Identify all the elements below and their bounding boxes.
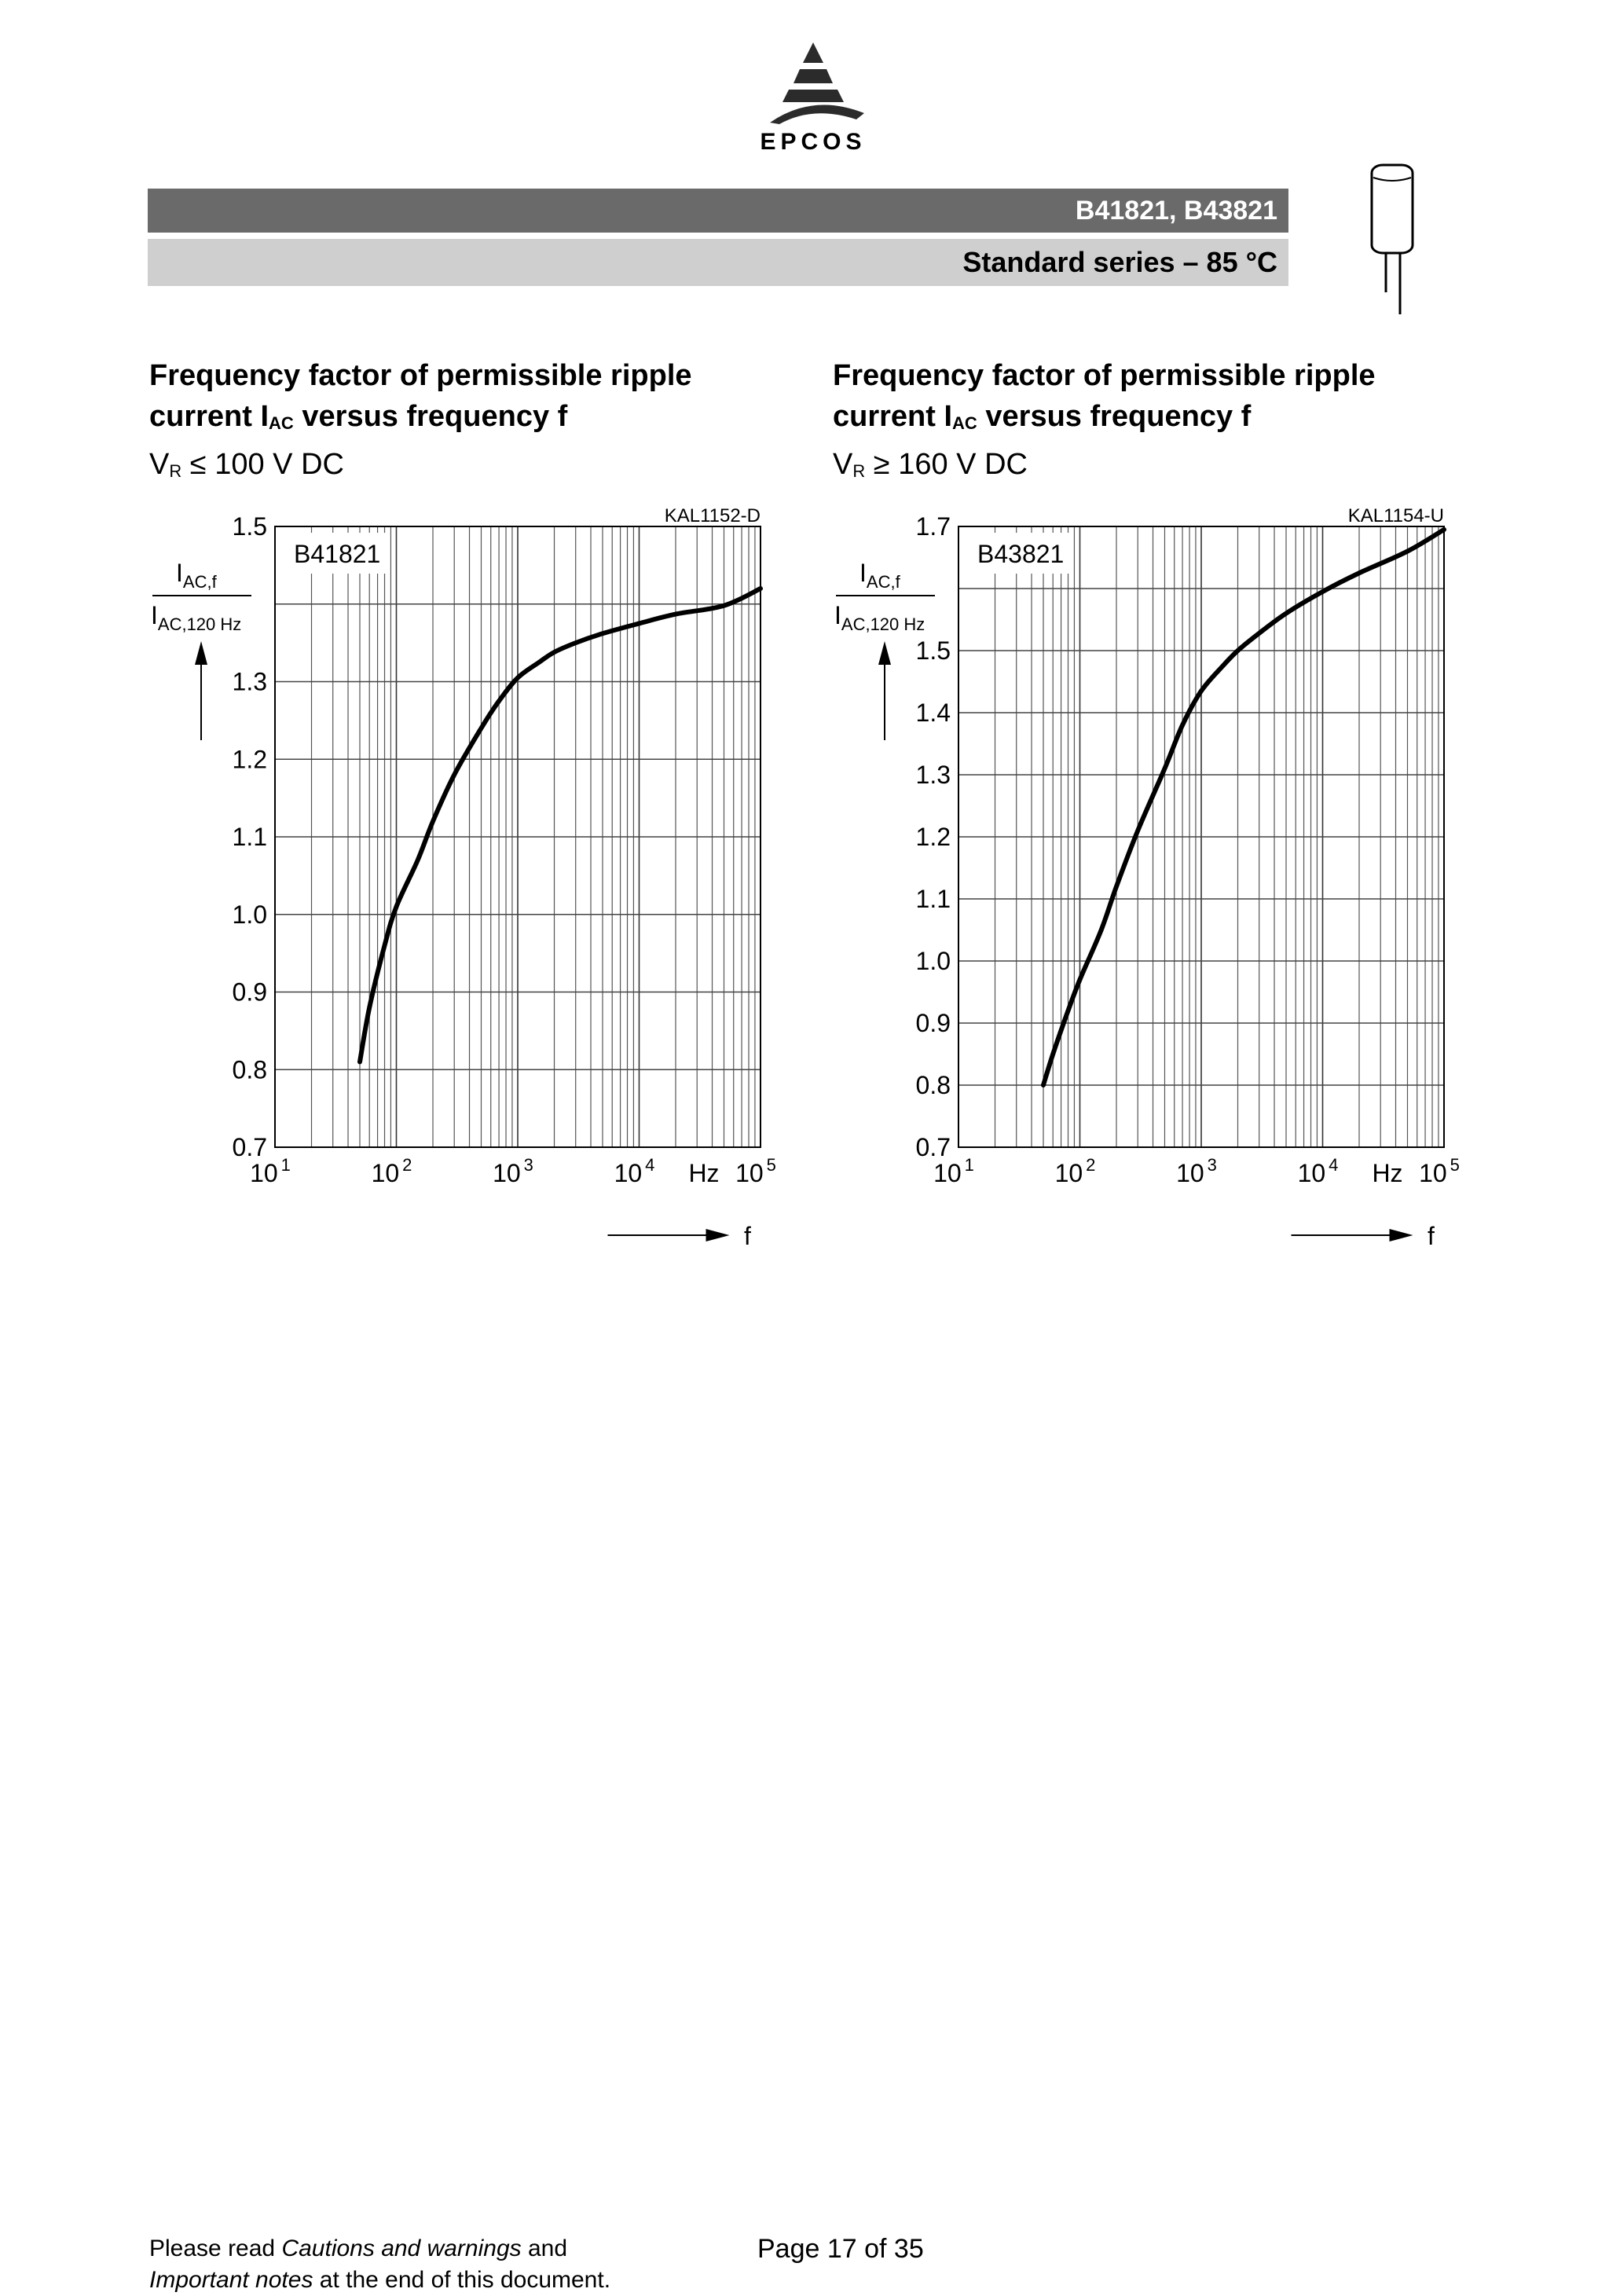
part-number-bar: B41821, B43821 (148, 189, 1288, 233)
y-tick-label: 1.1 (233, 823, 267, 851)
chart-code: KAL1152-D (665, 505, 761, 526)
x-axis-arrow-head (1390, 1229, 1413, 1242)
x-tick-label: 10 $^3$ (493, 1155, 533, 1187)
y-tick-label: 0.9 (233, 978, 267, 1007)
x-tick-label: 10 $^5$ (1419, 1155, 1460, 1187)
x-unit-label: Hz (688, 1159, 719, 1187)
brand-name: EPCOS (739, 129, 888, 156)
cautions-link[interactable]: Cautions and warnings (281, 2235, 521, 2261)
y-tick-label: 1.2 (233, 745, 267, 773)
y-label-denominator: $I_{AC,120 Hz}$ (834, 601, 925, 634)
series-label: B41821 (294, 540, 380, 568)
x-tick-label: 10 $^4$ (614, 1155, 655, 1187)
y-tick-label: 0.8 (916, 1071, 951, 1099)
y-tick-label: 1.0 (233, 900, 267, 929)
y-label-numerator: $I_{AC,f}$ (176, 559, 218, 592)
epcos-logo (739, 38, 888, 163)
right-heading-line1: Frequency factor of permissible ripple (833, 355, 1477, 396)
left-chart-heading (149, 355, 794, 492)
x-tick-label: 10 $^2$ (1055, 1155, 1096, 1187)
y-label-numerator: $I_{AC,f}$ (859, 559, 901, 592)
y-tick-label: 0.7 (233, 1133, 267, 1161)
y-label-denominator: $I_{AC,120 Hz}$ (151, 601, 241, 634)
x-tick-label: 10 $^5$ (735, 1155, 776, 1187)
y-tick-label: 0.7 (916, 1133, 951, 1161)
left-heading-line2: current $I_{AC}$ versus frequency f (149, 396, 794, 444)
y-tick-label: 1.7 (916, 512, 951, 541)
page-number: Page 17 of 35 (757, 2233, 924, 2265)
right-heading-line2: current $I_{AC}$ versus frequency f (833, 396, 1477, 444)
y-tick-label: 0.9 (916, 1009, 951, 1037)
logo-triangle-icon (739, 38, 888, 124)
data-curve (1043, 530, 1444, 1085)
data-curve (360, 589, 761, 1062)
left-heading-line1: Frequency factor of permissible ripple (149, 355, 794, 396)
x-tick-label: 10 $^1$ (933, 1155, 974, 1187)
y-tick-label: 1.5 (916, 636, 951, 665)
x-tick-label: 10 $^2$ (372, 1155, 412, 1187)
x-tick-label: 10 $^4$ (1298, 1155, 1339, 1187)
y-axis-arrow-head (878, 641, 891, 665)
y-tick-label: 1.4 (916, 699, 951, 727)
y-tick-label: 1.1 (916, 885, 951, 913)
x-axis-arrow-head (706, 1229, 730, 1242)
x-tick-label: 10 $^1$ (250, 1155, 291, 1187)
footer-line2: Important notes at the end of this document. (149, 2265, 856, 2296)
y-tick-label: 1.3 (233, 668, 267, 696)
y-axis-arrow-head (195, 641, 207, 665)
x-axis-label: f (1428, 1222, 1435, 1249)
x-axis-label: f (744, 1222, 751, 1249)
series-label: B43821 (977, 540, 1064, 568)
y-tick-label: 1.3 (916, 761, 951, 789)
footer-line1: Please read Cautions and warnings and (149, 2233, 856, 2265)
left-heading-voltage: $V_R \le 100$ V DC (149, 444, 794, 492)
chart-code: KAL1154-U (1348, 505, 1444, 526)
important-notes-link[interactable]: Important notes (149, 2267, 313, 2293)
footer-notice (149, 2233, 856, 2296)
capacitor-icon (1365, 157, 1428, 322)
chart-right (801, 495, 1556, 1249)
y-tick-label: 1.5 (233, 512, 267, 541)
y-tick-label: 1.2 (916, 823, 951, 851)
chart-left (118, 495, 872, 1249)
x-tick-label: 10 $^3$ (1176, 1155, 1217, 1187)
y-tick-label: 0.8 (233, 1055, 267, 1084)
right-chart-heading (833, 355, 1477, 492)
series-bar: Standard series – 85 °C (148, 239, 1288, 286)
x-unit-label: Hz (1372, 1159, 1402, 1187)
right-heading-voltage: $V_R \ge 160$ V DC (833, 444, 1477, 492)
y-tick-label: 1.0 (916, 947, 951, 975)
